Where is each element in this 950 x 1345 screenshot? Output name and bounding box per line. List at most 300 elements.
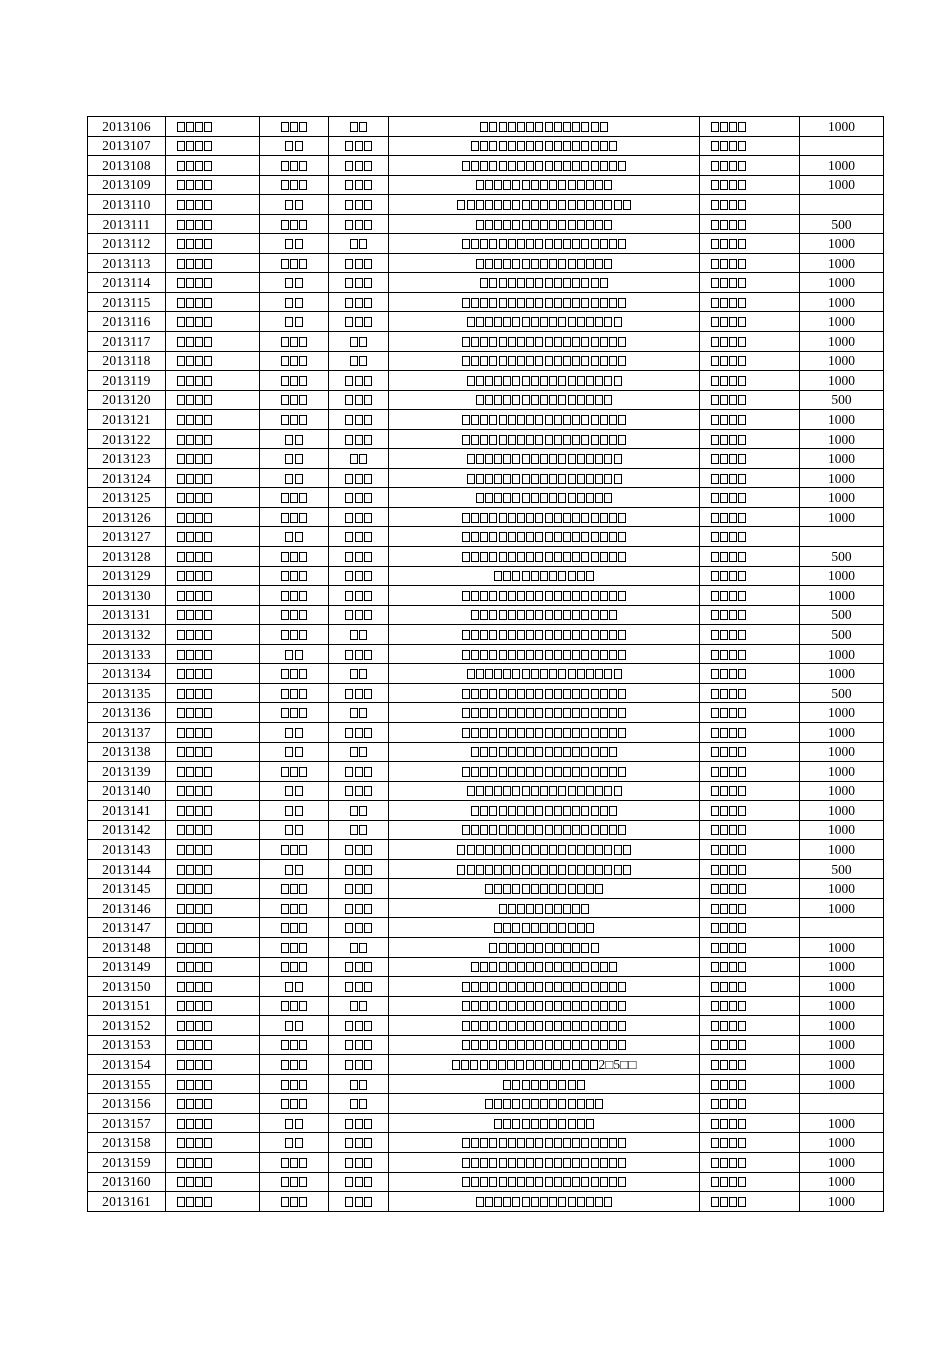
glyph-placeholder-icon [623,865,631,875]
glyph-placeholder-icon [720,337,728,347]
glyph-placeholder-icon [720,689,728,699]
glyph-placeholder-icon [540,259,548,269]
cell-name [260,1113,329,1133]
glyph-placeholder-icon [489,943,497,953]
glyph-placeholder-icon [503,474,511,484]
glyph-placeholder-icon [563,337,571,347]
glyph-placeholder-icon [195,1001,203,1011]
glyph-placeholder-icon [470,1060,478,1070]
cell-status [700,996,800,1016]
glyph-placeholder-icon [462,630,470,640]
glyph-placeholder-icon [480,650,488,660]
glyph-placeholder-icon [586,493,594,503]
glyph-placeholder-icon [461,1060,469,1070]
glyph-placeholder-icon [355,571,363,581]
glyph-placeholder-icon [281,1158,289,1168]
glyph-placeholder-icon [600,591,608,601]
glyph-placeholder-icon [489,356,497,366]
cell-id: 2013152 [88,1016,166,1036]
glyph-placeholder-icon [614,865,622,875]
glyph-placeholder-icon [600,962,608,972]
cell-amount: 500 [800,390,884,410]
glyph-placeholder-icon [299,884,307,894]
glyph-placeholder-icon [526,982,534,992]
cell-amount: 1000 [800,586,884,606]
cell-name [260,371,329,391]
table-row [88,644,884,664]
glyph-placeholder-icon [720,474,728,484]
glyph-placeholder-icon [512,786,520,796]
cell-description [389,703,700,723]
glyph-placeholder-icon [480,1001,488,1011]
glyph-placeholder-icon [531,923,539,933]
glyph-placeholder-icon [540,454,548,464]
glyph-placeholder-icon [364,571,372,581]
glyph-placeholder-icon [177,825,185,835]
cell-status [700,820,800,840]
glyph-placeholder-icon [364,552,372,562]
glyph-placeholder-icon [204,180,212,190]
cell-id: 2013144 [88,859,166,879]
cell-description [389,234,700,254]
glyph-placeholder-icon [290,415,298,425]
glyph-placeholder-icon [711,806,719,816]
glyph-placeholder-icon [499,239,507,249]
cell-description [389,566,700,586]
glyph-placeholder-icon [540,1080,548,1090]
glyph-placeholder-icon [517,630,525,640]
glyph-placeholder-icon [195,161,203,171]
glyph-placeholder-icon [531,1080,539,1090]
glyph-placeholder-icon [186,454,194,464]
cell-status [700,1133,800,1153]
glyph-placeholder-icon [604,474,612,484]
glyph-placeholder-icon [572,982,580,992]
glyph-placeholder-icon [554,825,562,835]
cell-name [260,234,329,254]
glyph-placeholder-icon [581,1138,589,1148]
glyph-placeholder-icon [295,650,303,660]
glyph-placeholder-icon [177,884,185,894]
glyph-placeholder-icon [581,610,589,620]
glyph-placeholder-icon [618,1001,626,1011]
glyph-placeholder-icon [457,865,465,875]
glyph-placeholder-icon [558,571,566,581]
glyph-placeholder-icon [462,825,470,835]
cell-person [329,117,389,137]
glyph-placeholder-icon [281,220,289,230]
glyph-placeholder-icon [186,220,194,230]
cell-name [260,918,329,938]
cell-person [329,722,389,742]
glyph-placeholder-icon [195,982,203,992]
glyph-placeholder-icon [508,239,516,249]
glyph-placeholder-icon [591,552,599,562]
glyph-placeholder-icon [281,395,289,405]
glyph-placeholder-icon [554,435,562,445]
glyph-placeholder-icon [285,141,293,151]
table-row [88,605,884,625]
glyph-placeholder-icon [489,122,497,132]
glyph-placeholder-icon [290,669,298,679]
cell-status [700,566,800,586]
cell-person [329,547,389,567]
cell-name [260,605,329,625]
glyph-placeholder-icon [609,1138,617,1148]
glyph-placeholder-icon [186,415,194,425]
glyph-placeholder-icon [614,845,622,855]
glyph-placeholder-icon [729,1099,737,1109]
glyph-placeholder-icon [195,1099,203,1109]
glyph-placeholder-icon [535,747,543,757]
glyph-placeholder-icon [204,767,212,777]
glyph-placeholder-icon [738,337,746,347]
glyph-placeholder-icon [299,1080,307,1090]
glyph-placeholder-icon [364,220,372,230]
glyph-placeholder-icon [614,669,622,679]
glyph-placeholder-icon [364,200,372,210]
glyph-placeholder-icon [186,806,194,816]
glyph-placeholder-icon [345,1060,353,1070]
glyph-placeholder-icon [526,962,534,972]
glyph-placeholder-icon [545,298,553,308]
glyph-placeholder-icon [299,180,307,190]
glyph-placeholder-icon [494,200,502,210]
glyph-placeholder-icon [738,259,746,269]
table-row [88,664,884,684]
table-row [88,507,884,527]
glyph-placeholder-icon [729,1080,737,1090]
glyph-placeholder-icon [535,982,543,992]
glyph-placeholder-icon [364,1021,372,1031]
table-row [88,1152,884,1172]
glyph-placeholder-icon [522,1197,530,1207]
glyph-placeholder-icon [350,337,358,347]
glyph-placeholder-icon [595,786,603,796]
glyph-placeholder-icon [177,786,185,796]
glyph-placeholder-icon [364,786,372,796]
glyph-placeholder-icon [359,122,367,132]
cell-status [700,644,800,664]
glyph-placeholder-icon [177,493,185,503]
cell-category [166,566,260,586]
cell-amount: 1000 [800,1016,884,1036]
glyph-placeholder-icon [186,1138,194,1148]
glyph-placeholder-icon [480,728,488,738]
table-row [88,586,884,606]
glyph-placeholder-icon [522,200,530,210]
glyph-placeholder-icon [494,493,502,503]
glyph-placeholder-icon [281,689,289,699]
cell-status [700,1094,800,1114]
glyph-placeholder-icon [476,845,484,855]
glyph-placeholder-icon [499,610,507,620]
glyph-placeholder-icon [345,904,353,914]
glyph-placeholder-icon [729,474,737,484]
table-row [88,801,884,821]
glyph-placeholder-icon [489,1060,497,1070]
glyph-placeholder-icon [195,395,203,405]
glyph-placeholder-icon [364,395,372,405]
glyph-placeholder-icon [729,845,737,855]
glyph-placeholder-icon [600,278,608,288]
cell-status [700,977,800,997]
glyph-placeholder-icon [489,728,497,738]
glyph-placeholder-icon [591,708,599,718]
cell-status [700,1172,800,1192]
cell-description [389,840,700,860]
glyph-placeholder-icon [609,415,617,425]
glyph-placeholder-icon [512,220,520,230]
glyph-placeholder-icon [535,1021,543,1031]
glyph-placeholder-icon [591,1021,599,1031]
glyph-placeholder-icon [195,728,203,738]
glyph-placeholder-icon [195,865,203,875]
glyph-placeholder-icon [480,513,488,523]
glyph-placeholder-icon [558,454,566,464]
glyph-placeholder-icon [586,1099,594,1109]
glyph-placeholder-icon [729,747,737,757]
glyph-placeholder-icon [281,1040,289,1050]
glyph-placeholder-icon [195,532,203,542]
glyph-placeholder-icon [563,630,571,640]
glyph-placeholder-icon [581,943,589,953]
cell-category [166,507,260,527]
cell-description [389,449,700,469]
glyph-placeholder-icon [554,513,562,523]
glyph-placeholder-icon [609,747,617,757]
glyph-placeholder-icon [281,161,289,171]
cell-category [166,292,260,312]
glyph-placeholder-icon [535,141,543,151]
glyph-placeholder-icon [568,317,576,327]
glyph-placeholder-icon [204,552,212,562]
cell-name [260,429,329,449]
glyph-placeholder-icon [609,161,617,171]
glyph-placeholder-icon [618,1158,626,1168]
cell-category [166,820,260,840]
glyph-placeholder-icon [572,1158,580,1168]
cell-person [329,527,389,547]
glyph-placeholder-icon [517,904,525,914]
glyph-placeholder-icon [489,532,497,542]
glyph-placeholder-icon [517,435,525,445]
glyph-placeholder-icon [508,513,516,523]
glyph-placeholder-icon [563,610,571,620]
glyph-placeholder-icon [480,298,488,308]
glyph-placeholder-icon [711,141,719,151]
glyph-placeholder-icon [499,552,507,562]
glyph-placeholder-icon [177,395,185,405]
glyph-placeholder-icon [355,395,363,405]
glyph-placeholder-icon [604,454,612,464]
glyph-placeholder-icon [204,337,212,347]
cell-category [166,547,260,567]
table-row [88,1055,884,1075]
glyph-placeholder-icon [738,180,746,190]
glyph-placeholder-icon [720,278,728,288]
glyph-placeholder-icon [290,356,298,366]
cell-amount: 1000 [800,1055,884,1075]
glyph-placeholder-icon [355,180,363,190]
glyph-placeholder-icon [480,610,488,620]
glyph-placeholder-icon [720,532,728,542]
glyph-placeholder-icon [535,689,543,699]
glyph-placeholder-icon [711,317,719,327]
glyph-placeholder-icon [738,650,746,660]
glyph-placeholder-icon [545,337,553,347]
glyph-placeholder-icon [720,1177,728,1187]
glyph-placeholder-icon [522,571,530,581]
table-row [88,1035,884,1055]
glyph-placeholder-icon [195,825,203,835]
cell-description [389,605,700,625]
glyph-placeholder-icon [345,1158,353,1168]
glyph-placeholder-icon [586,571,594,581]
table-row [88,1113,884,1133]
cell-amount: 1000 [800,175,884,195]
cell-person [329,195,389,215]
glyph-placeholder-icon [355,1138,363,1148]
cell-description [389,1113,700,1133]
glyph-placeholder-icon [738,728,746,738]
glyph-placeholder-icon [355,1158,363,1168]
glyph-placeholder-icon [517,356,525,366]
cell-id: 2013133 [88,644,166,664]
cell-description [389,1152,700,1172]
glyph-placeholder-icon [471,1177,479,1187]
glyph-placeholder-icon [480,689,488,699]
glyph-placeholder-icon [609,591,617,601]
glyph-placeholder-icon [476,493,484,503]
glyph-placeholder-icon [572,767,580,777]
glyph-placeholder-icon [720,747,728,757]
glyph-placeholder-icon [614,200,622,210]
cell-category [166,1172,260,1192]
glyph-placeholder-icon [471,298,479,308]
cell-description [389,762,700,782]
glyph-placeholder-icon [591,728,599,738]
glyph-placeholder-icon [489,337,497,347]
glyph-placeholder-icon [545,122,553,132]
glyph-placeholder-icon [526,708,534,718]
glyph-placeholder-icon [591,591,599,601]
glyph-placeholder-icon [204,923,212,933]
glyph-placeholder-icon [531,259,539,269]
glyph-placeholder-icon [359,943,367,953]
glyph-placeholder-icon [195,1177,203,1187]
table-row [88,762,884,782]
cell-person [329,605,389,625]
glyph-placeholder-icon [204,376,212,386]
glyph-placeholder-icon [299,513,307,523]
glyph-placeholder-icon [195,571,203,581]
glyph-placeholder-icon [738,982,746,992]
glyph-placeholder-icon [471,591,479,601]
glyph-placeholder-icon [522,474,530,484]
glyph-placeholder-icon [285,1021,293,1031]
glyph-placeholder-icon [186,298,194,308]
glyph-placeholder-icon [345,610,353,620]
glyph-placeholder-icon [285,1119,293,1129]
glyph-placeholder-icon [591,767,599,777]
glyph-placeholder-icon [290,630,298,640]
cell-amount: 500 [800,859,884,879]
cell-amount: 1000 [800,1152,884,1172]
glyph-placeholder-icon [489,650,497,660]
glyph-placeholder-icon [535,532,543,542]
glyph-placeholder-icon [720,650,728,660]
glyph-placeholder-icon [462,415,470,425]
glyph-placeholder-icon [618,435,626,445]
glyph-placeholder-icon [364,317,372,327]
glyph-placeholder-icon [531,845,539,855]
glyph-placeholder-icon [480,806,488,816]
glyph-placeholder-icon [485,317,493,327]
glyph-placeholder-icon [364,141,372,151]
glyph-placeholder-icon [591,141,599,151]
glyph-placeholder-icon [177,1080,185,1090]
glyph-placeholder-icon [462,982,470,992]
glyph-placeholder-icon [517,122,525,132]
glyph-placeholder-icon [285,474,293,484]
table-row [88,703,884,723]
glyph-placeholder-icon [290,1040,298,1050]
glyph-placeholder-icon [531,180,539,190]
glyph-placeholder-icon [711,1060,719,1070]
glyph-placeholder-icon [299,962,307,972]
glyph-placeholder-icon [545,962,553,972]
glyph-placeholder-icon [535,278,543,288]
glyph-placeholder-icon [577,1119,585,1129]
glyph-placeholder-icon [186,845,194,855]
glyph-placeholder-icon [600,415,608,425]
glyph-placeholder-icon [281,1001,289,1011]
glyph-placeholder-icon [364,962,372,972]
glyph-placeholder-icon [563,513,571,523]
glyph-placeholder-icon [738,923,746,933]
glyph-placeholder-icon [359,356,367,366]
glyph-placeholder-icon [290,513,298,523]
cell-status [700,351,800,371]
glyph-placeholder-icon [581,532,589,542]
cell-amount: 1000 [800,488,884,508]
glyph-placeholder-icon [729,356,737,366]
glyph-placeholder-icon [517,337,525,347]
glyph-placeholder-icon [195,122,203,132]
cell-description [389,722,700,742]
glyph-placeholder-icon [517,1158,525,1168]
glyph-placeholder-icon [581,161,589,171]
glyph-placeholder-icon [345,259,353,269]
cell-status [700,547,800,567]
glyph-placeholder-icon [186,962,194,972]
glyph-placeholder-icon [471,630,479,640]
cell-name [260,1133,329,1153]
glyph-placeholder-icon [535,552,543,562]
glyph-placeholder-icon [177,923,185,933]
cell-description [389,547,700,567]
glyph-placeholder-icon [586,180,594,190]
glyph-placeholder-icon [711,356,719,366]
glyph-placeholder-icon [729,786,737,796]
glyph-placeholder-icon [517,943,525,953]
glyph-placeholder-icon [462,1040,470,1050]
cell-name [260,312,329,332]
glyph-placeholder-icon [186,669,194,679]
glyph-placeholder-icon [480,1177,488,1187]
glyph-placeholder-icon [364,435,372,445]
